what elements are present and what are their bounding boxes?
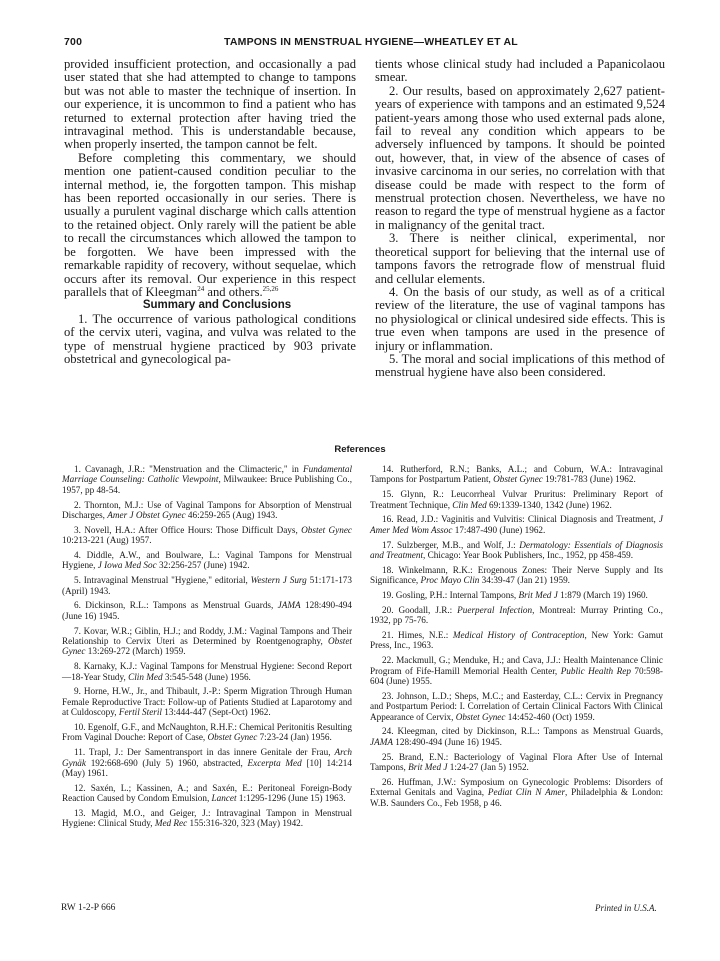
- reference-source: Obstet Gynec: [455, 711, 506, 722]
- reference-item: [62, 626, 352, 657]
- reference-item: [62, 575, 352, 596]
- reference-item: [370, 752, 663, 773]
- conclusion-2: 2. Our results, based on approximately 2,627 patient-years of experience with tampons and an estimated 9,524 patient-years among those who used external pads alone, fail to reveal any condition which appears to be adversely influenced by tampons. It should be pointed out, however, that, in view of the absence of cases of invasive carcinoma in our series, no correlation with that disease could be made with respect to the form of menstrual protection chosen. Nevertheless, we have no reason to regard the type of menstrual hygiene as a factor in malignancy of the genital tract.: [375, 83, 665, 232]
- paragraph: tients whose clinical study had included a Papanicolaou smear.: [375, 57, 665, 85]
- reference-text: 20. Goodall, J.R.:: [382, 604, 458, 615]
- paragraph-text: and others.: [204, 284, 263, 299]
- reference-text: 128:490-494 (June 16) 1945.: [62, 600, 352, 621]
- reference-item: [62, 464, 352, 495]
- reference-source: Arch Gynäk: [62, 747, 352, 768]
- references-heading: References: [334, 444, 386, 455]
- reference-source: Med Rec: [154, 818, 188, 829]
- footer-printed: Printed in U.S.A.: [595, 903, 657, 913]
- reference-item: [370, 691, 663, 722]
- reference-text: 21. Himes, N.E.:: [382, 630, 453, 641]
- reference-item: [370, 726, 663, 747]
- reference-text: 26. Huffman, J.W.: Symposium on Gynecologic Problems: Disorders of External Genitals and Vagina,: [370, 776, 663, 798]
- reference-text: 13:269-272 (March) 1959.: [85, 646, 186, 657]
- reference-source: Fundamental Marriage Counseling: Catholic Viewpoint: [62, 464, 352, 485]
- reference-source: Obstet Gynec: [493, 474, 543, 485]
- reference-text: 192:668-690 (July 5) 1960, abstracted,: [85, 757, 248, 768]
- reference-text: 5. Intravaginal Menstrual "Hygiene," editorial,: [74, 575, 251, 586]
- reference-source: Puerperal Infection: [457, 604, 533, 615]
- paragraph: provided insufficient protection, and occasionally a pad user stated that she had attempted to change to tampons but was not able to master the technique of insertion. In our experience, it is uncommon to find a patient who has returned to external protection after having tried the intravaginal method. This is understandable because, when properly inserted, the tampon cannot be felt.: [64, 57, 356, 152]
- reference-text: 34:39-47 (Jan 21) 1959.: [479, 575, 570, 586]
- reference-text: 25. Brand, E.N.: Bacteriology of Vaginal Flora After Use of Internal Tampons,: [370, 751, 663, 773]
- reference-item: [370, 540, 663, 561]
- reference-text: 14. Rutherford, R.N.; Banks, A.L.; and Coburn, W.A.: Intravaginal Tampons for Postpartum Patient,: [370, 464, 663, 485]
- running-head: [64, 36, 662, 50]
- reference-item: [370, 489, 663, 510]
- citation-superscript: 25,26: [262, 284, 279, 293]
- reference-item: [370, 590, 663, 600]
- reference-text: , Milwaukee: Bruce Publishing Co., 1957, pp 48-54.: [62, 474, 352, 495]
- reference-source: J Iowa Med Soc: [97, 560, 157, 571]
- reference-text: 8. Karnaky, K.J.: Vaginal Tampons for Menstrual Hygiene: Second Report—18-Year Study,: [62, 661, 352, 682]
- reference-item: [62, 661, 352, 682]
- reference-item: [370, 777, 663, 808]
- conclusion-3: 3. There is neither clinical, experimental, nor theoretical support for believing that the internal use of tampons favors the retrograde flow of menstrual fluid and cellular elements.: [375, 231, 665, 286]
- reference-item: [370, 630, 663, 651]
- reference-text: , Philadelphia & London: W.B. Saunders Co., Feb 1958, p 46.: [370, 787, 663, 808]
- reference-text: , Chicago: Year Book Publishers, Inc., 1952, pp 458-459.: [423, 550, 634, 561]
- reference-source: Obstet Gynec: [62, 636, 352, 657]
- reference-source: Western J Surg: [250, 575, 307, 586]
- conclusion-1: 1. The occurrence of various pathological conditions of the cervix uteri, vagina, and vulva was related to the type of menstrual hygiene practiced by 903 private obstetrical and gynecological pa-: [64, 311, 356, 366]
- reference-item: [370, 605, 663, 626]
- reference-text: 23. Johnson, L.D.; Sheps, M.C.; and Easterday, C.L.: Cervix in Pregnancy and Postpartum Period: I. Correlation of Certain Clinical Factors With Clinical Appearance of Cervix,: [370, 690, 663, 722]
- reference-item: [62, 722, 352, 743]
- footer-code: RW 1-2-P 666: [61, 903, 116, 913]
- reference-source: Obstet Gynec: [207, 732, 258, 743]
- reference-text: 17. Sulzberger, M.B., and Wolf, J.:: [382, 539, 520, 550]
- reference-text: 1:1295-1296 (June 15) 1963.: [236, 793, 346, 804]
- reference-text: 9. Horne, H.W., Jr., and Thibault, J.-P.: Sperm Migration Through Human Female Reproductive Tract: Follow-up of Patients Studied at Laparotomy and at Culdoscopy,: [62, 686, 352, 718]
- reference-text: 6. Dickinson, R.L.: Tampons as Menstrual Guards,: [74, 600, 278, 611]
- reference-source: Brit Med J: [518, 590, 558, 601]
- reference-source: Dermatology: Essentials of Diagnosis and Treatment: [370, 539, 663, 561]
- reference-text: , New York: Gamut Press, Inc., 1963.: [370, 630, 663, 651]
- reference-text: 128:490-494 (June 16) 1945.: [392, 736, 502, 747]
- reference-text: 22. Mackmull, G.; Menduke, H.; and Cava, J.J.: Health Maintenance Clinic Program of Fife-Hamill Memorial Health Center,: [370, 655, 663, 676]
- reference-item: [62, 783, 352, 804]
- citation-superscript: 24: [197, 284, 205, 293]
- reference-source: Public Health Rep: [560, 665, 631, 676]
- paragraph-forgotten-tampon: [64, 152, 356, 299]
- reference-text: 14:452-460 (Oct) 1959.: [505, 711, 595, 722]
- references-right-column: [370, 464, 663, 812]
- reference-text: 19:781-783 (June) 1962.: [542, 474, 636, 485]
- right-column: [375, 58, 665, 380]
- reference-source: Clin Med: [452, 499, 487, 510]
- reference-text: 10:213-221 (Aug) 1957.: [62, 535, 152, 546]
- reference-text: 69:1339-1340, 1342 (June) 1962.: [486, 499, 612, 510]
- reference-text: 10. Egenolf, G.F., and McNaughton, R.H.F.: Chemical Peritonitis Resulting From Vaginal Douche: Report of Case,: [62, 722, 352, 743]
- reference-item: [370, 464, 663, 485]
- reference-text: 3. Novell, H.A.: After Office Hours: Those Difficult Days,: [74, 524, 302, 535]
- reference-item: [62, 550, 352, 571]
- reference-text: 46:259-265 (Aug) 1943.: [185, 510, 278, 521]
- reference-text: 24. Kleegman, cited by Dickinson, R.L.: Tampons as Menstrual Guards,: [382, 726, 663, 737]
- reference-source: Brit Med J: [408, 762, 448, 773]
- reference-source: Fertil Steril: [118, 707, 162, 718]
- reference-text: 11. Trapl, J.: Der Samentransport in das innere Genitale der Frau,: [74, 747, 335, 758]
- reference-source: JAMA: [277, 600, 301, 611]
- reference-item: [62, 686, 352, 717]
- reference-source: Amer J Obstet Gynec: [107, 510, 186, 521]
- reference-text: 13:444-447 (Sept-Oct) 1962.: [161, 707, 271, 718]
- reference-text: 2. Thornton, M.J.: Use of Vaginal Tampons for Absorption of Menstrual Discharges,: [62, 499, 352, 521]
- reference-item: [62, 747, 352, 778]
- reference-text: 18. Winkelmann, R.K.: Erogenous Zones: Their Nerve Supply and Its Significance,: [370, 564, 663, 586]
- reference-item: [62, 500, 352, 521]
- reference-text: 7:23-24 (Jan) 1956.: [257, 732, 332, 743]
- reference-text: 15. Glynn, R.: Leucorrheal Vulvar Pruritus: Preliminary Report of Treatment Technique,: [370, 489, 663, 510]
- reference-text: 70:598-604 (June) 1955.: [370, 665, 663, 687]
- reference-item: [370, 655, 663, 686]
- reference-source: Excerpta Med: [247, 757, 302, 768]
- reference-source: Lancet: [211, 793, 237, 804]
- running-title: TAMPONS IN MENSTRUAL HYGIENE—WHEATLEY ET AL: [224, 36, 518, 48]
- reference-text: 7. Kovar, W.R.; Giblin, H.J.; and Roddy, J.M.: Vaginal Tampons and Their Relationship to Cervix Uteri as Determined by Roentgenography,: [62, 625, 352, 647]
- reference-text: 16. Read, J.D.: Vaginitis and Vulvitis: Clinical Diagnosis and Treatment,: [382, 514, 659, 525]
- reference-text: 19. Gosling, P.H.: Internal Tampons,: [382, 590, 519, 601]
- reference-text: 12. Saxén, L.; Kassinen, A.; and Saxén, E.: Peritoneal Foreign-Body Reaction Caused by Condom Emulsion,: [62, 782, 352, 804]
- reference-text: 1. Cavanagh, J.R.: "Menstruation and the Climacteric," in: [74, 464, 303, 474]
- reference-text: 51:171-173 (April) 1943.: [62, 575, 352, 596]
- reference-item: [62, 600, 352, 621]
- reference-text: 13. Magid, M.O., and Geiger, J.: Intravaginal Tampon in Menstrual Hygiene: Clinical Study,: [62, 808, 352, 829]
- reference-source: Medical History of Contraception: [452, 630, 585, 641]
- conclusion-4: 4. On the basis of our study, as well as of a critical review of the literature, the use of vaginal tampons has no physiological or clinical undesired side effects. This is true even when tampons are used in the presence of injury or inflammation.: [375, 284, 665, 353]
- reference-text: , Montreal: Murray Printing Co., 1932, pp 75-76.: [370, 604, 663, 626]
- reference-text: 4. Diddle, A.W., and Boulware, L.: Vaginal Tampons for Menstrual Hygiene,: [62, 550, 352, 571]
- reference-source: Clin Med: [128, 671, 163, 682]
- reference-source: JAMA: [370, 736, 393, 747]
- reference-item: [370, 565, 663, 586]
- references-left-column: [62, 464, 352, 833]
- reference-text: 155:316-320, 323 (May) 1942.: [187, 818, 304, 829]
- left-column: [64, 58, 356, 366]
- conclusion-5: 5. The moral and social implications of this method of menstrual hygiene have also been considered.: [375, 351, 665, 380]
- reference-text: 1:879 (March 19) 1960.: [557, 590, 648, 601]
- reference-text: 1:24-27 (Jan 5) 1952.: [447, 762, 529, 773]
- page-number: 700: [64, 36, 83, 48]
- reference-source: Pediat Clin N Amer: [487, 787, 566, 798]
- reference-item: [62, 808, 352, 829]
- reference-source: Obstet Gynec: [301, 524, 353, 535]
- section-heading: Summary and Conclusions: [142, 299, 292, 312]
- reference-item: [370, 514, 663, 535]
- reference-source: Proc Mayo Clin: [420, 575, 480, 586]
- reference-text: 32:256-257 (June) 1942.: [156, 560, 250, 571]
- reference-text: [10] 14:214 (May) 1961.: [62, 757, 352, 779]
- paragraph-text: Before completing this commentary, we should mention one patient-caused condition peculiar to the internal method, ie, the forgotten tampon. This mishap has been reported occasionally in our series. There is usually a purulent vaginal discharge which calls attention to the retained object. Only rarely will the patient be able to recall the circumstances which allowed the tampon to be forgotten. We have been impressed with the remarkable rapidity of recovery, without sequelae, which occurs after its removal. Our experience in this respect parallels that of Kleegman: [64, 150, 356, 299]
- reference-source: J Amer Med Wom Assoc: [370, 514, 663, 535]
- reference-item: [62, 525, 352, 546]
- reference-text: 3:545-548 (June) 1956.: [162, 671, 251, 682]
- reference-text: 17:487-490 (June) 1962.: [452, 524, 546, 535]
